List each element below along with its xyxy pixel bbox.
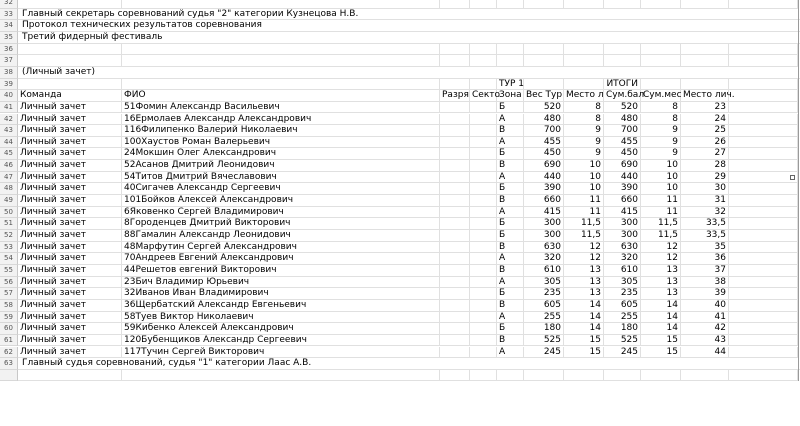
- cell-sum-points[interactable]: 300: [604, 218, 641, 230]
- row-number-header[interactable]: 35: [0, 32, 18, 44]
- cell-sum-places[interactable]: 9: [641, 125, 681, 137]
- group-header-totals[interactable]: ИТОГИ: [604, 79, 641, 91]
- row-number-header[interactable]: 41: [0, 102, 18, 114]
- cell-place-personal[interactable]: 31: [681, 195, 729, 207]
- cell-weight[interactable]: 700: [524, 125, 564, 137]
- cell-zone[interactable]: В: [497, 335, 524, 347]
- row-number-header[interactable]: 48: [0, 183, 18, 195]
- cell-place-personal[interactable]: 38: [681, 277, 729, 289]
- column-header-sum-places[interactable]: Сум.мес: [643, 90, 682, 101]
- cell-place-personal[interactable]: 26: [681, 137, 729, 149]
- cell-place[interactable]: 15: [564, 347, 604, 359]
- cell-fio[interactable]: 101Бойков Алексей Александрович: [122, 195, 440, 207]
- cell-fio[interactable]: 32Иванов Иван Владимирович: [122, 288, 440, 300]
- cell-sum-places[interactable]: 15: [641, 347, 681, 359]
- cell-zone[interactable]: Б: [497, 218, 524, 230]
- cell-fio[interactable]: 23Бич Владимир Юрьевич: [122, 277, 440, 289]
- cell-sum-points[interactable]: 245: [604, 347, 641, 359]
- cell-weight[interactable]: 300: [524, 230, 564, 242]
- cell-place-personal[interactable]: 35: [681, 242, 729, 254]
- cell-sum-points[interactable]: 690: [604, 160, 641, 172]
- cell-place[interactable]: 10: [564, 160, 604, 172]
- cell-place[interactable]: 11,5: [564, 230, 604, 242]
- cell-fio[interactable]: 44Решетов евгений Викторович: [122, 265, 440, 277]
- cell-weight[interactable]: 520: [524, 102, 564, 114]
- row-number-header[interactable]: 42: [0, 114, 18, 126]
- cell-weight[interactable]: 480: [524, 114, 564, 126]
- row-number-header[interactable]: 59: [0, 312, 18, 324]
- cell-sum-points[interactable]: 610: [604, 265, 641, 277]
- cell-sum-points[interactable]: 415: [604, 207, 641, 219]
- fill-handle[interactable]: [790, 175, 795, 180]
- cell-team[interactable]: Личный зачет: [18, 323, 122, 335]
- cell-team[interactable]: Личный зачет: [18, 172, 122, 184]
- row-number-header[interactable]: 60: [0, 323, 18, 335]
- cell-weight[interactable]: 440: [524, 172, 564, 184]
- cell-team[interactable]: Личный зачет: [18, 125, 122, 137]
- cell-sum-points[interactable]: 305: [604, 277, 641, 289]
- cell-sum-places[interactable]: 11: [641, 207, 681, 219]
- cell-team[interactable]: Личный зачет: [18, 265, 122, 277]
- column-header-weight[interactable]: Вес Тур: [526, 90, 563, 101]
- cell-team[interactable]: Личный зачет: [18, 335, 122, 347]
- row-number-header[interactable]: 36: [0, 44, 18, 56]
- row-number-header[interactable]: 47: [0, 172, 18, 184]
- cell-place[interactable]: 11: [564, 195, 604, 207]
- cell-sum-points[interactable]: 180: [604, 323, 641, 335]
- group-header-tour[interactable]: ТУР 1: [499, 78, 524, 89]
- cell-place-personal[interactable]: 33,5: [681, 218, 729, 230]
- cell-place-personal[interactable]: 28: [681, 160, 729, 172]
- row-number-header[interactable]: 49: [0, 195, 18, 207]
- cell-place[interactable]: 11,5: [564, 218, 604, 230]
- cell-place[interactable]: 10: [564, 183, 604, 195]
- column-header-fio[interactable]: ФИО: [122, 90, 440, 102]
- cell-sum-points[interactable]: 605: [604, 300, 641, 312]
- individual-standing-label: (Личный зачет): [22, 66, 96, 77]
- cell-place[interactable]: 14: [564, 323, 604, 335]
- cell-team[interactable]: Личный зачет: [18, 218, 122, 230]
- row-number-header[interactable]: 39: [0, 79, 18, 91]
- cell-team[interactable]: Личный зачет: [18, 114, 122, 126]
- cell-weight[interactable]: 610: [524, 265, 564, 277]
- cell-team[interactable]: Личный зачет: [18, 242, 122, 254]
- column-header-rank[interactable]: Разря: [442, 90, 469, 101]
- cell-weight[interactable]: 660: [524, 195, 564, 207]
- cell-zone[interactable]: В: [497, 160, 524, 172]
- cell-sum-places[interactable]: 14: [641, 300, 681, 312]
- cell-place-personal[interactable]: 25: [681, 125, 729, 137]
- cell-sum-points[interactable]: 300: [604, 230, 641, 242]
- cell-fio[interactable]: 36Щербатский Александр Евгеньевич: [122, 300, 440, 312]
- row-number-header[interactable]: 61: [0, 335, 18, 347]
- row-number-header[interactable]: 57: [0, 288, 18, 300]
- cell-weight[interactable]: 415: [524, 207, 564, 219]
- cell-zone[interactable]: Б: [497, 148, 524, 160]
- cell-sum-places[interactable]: 8: [641, 114, 681, 126]
- cell-team[interactable]: Личный зачет: [18, 102, 122, 114]
- cell-sum-points[interactable]: 235: [604, 288, 641, 300]
- cell-zone[interactable]: А: [497, 253, 524, 265]
- cell-fio[interactable]: 88Гамалин Александр Леонидович: [122, 230, 440, 242]
- column-header-sum-points[interactable]: Сум.бал: [606, 90, 645, 101]
- cell-sum-points[interactable]: 320: [604, 253, 641, 265]
- cell-sum-points[interactable]: 525: [604, 335, 641, 347]
- row-number-header[interactable]: 52: [0, 230, 18, 242]
- cell-weight[interactable]: 455: [524, 137, 564, 149]
- cell-fio[interactable]: 59Кибенко Алексей Александрович: [122, 323, 440, 335]
- cell-place[interactable]: 13: [564, 288, 604, 300]
- cell-team[interactable]: Личный зачет: [18, 207, 122, 219]
- cell-fio[interactable]: 16Ермолаев Александр Александрович: [122, 114, 440, 126]
- sheet-right-border: [18, 0, 799, 381]
- cell-place[interactable]: 15: [564, 335, 604, 347]
- cell-place-personal[interactable]: 27: [681, 148, 729, 160]
- row-number-header[interactable]: 43: [0, 125, 18, 137]
- cell-fio[interactable]: 70Андреев Евгений Александрович: [122, 253, 440, 265]
- cell-place-personal[interactable]: 36: [681, 253, 729, 265]
- row-number-header[interactable]: 63: [0, 358, 18, 370]
- cell-weight[interactable]: 235: [524, 288, 564, 300]
- cell-weight[interactable]: 300: [524, 218, 564, 230]
- cell-place-personal[interactable]: 37: [681, 265, 729, 277]
- cell-place-personal[interactable]: 33,5: [681, 230, 729, 242]
- cell-zone[interactable]: Б: [497, 230, 524, 242]
- cell-fio[interactable]: 54Титов Дмитрий Вячеславович: [122, 172, 440, 184]
- cell-place-personal[interactable]: 29: [681, 172, 729, 184]
- row-number-header[interactable]: 37: [0, 55, 18, 67]
- row-number-header[interactable]: 55: [0, 265, 18, 277]
- cell-place-personal[interactable]: 39: [681, 288, 729, 300]
- cell-zone[interactable]: А: [497, 207, 524, 219]
- row-number-header[interactable]: 58: [0, 300, 18, 312]
- cell-zone[interactable]: А: [497, 347, 524, 359]
- cell-sum-places[interactable]: 14: [641, 323, 681, 335]
- cell-weight[interactable]: 305: [524, 277, 564, 289]
- cell-place-personal[interactable]: 24: [681, 114, 729, 126]
- cell-team[interactable]: Личный зачет: [18, 195, 122, 207]
- cell-place[interactable]: 14: [564, 300, 604, 312]
- row-number-header[interactable]: 46: [0, 160, 18, 172]
- cell-sum-points[interactable]: 255: [604, 312, 641, 324]
- row-number-header[interactable]: 51: [0, 218, 18, 230]
- row-number-header[interactable]: 34: [0, 20, 18, 32]
- cell-sum-points[interactable]: 390: [604, 183, 641, 195]
- row-number-header[interactable]: 38: [0, 67, 18, 79]
- cell-zone[interactable]: В: [497, 242, 524, 254]
- cell-place-personal[interactable]: 44: [681, 347, 729, 359]
- cell-zone[interactable]: Б: [497, 183, 524, 195]
- cell-sum-points[interactable]: 455: [604, 137, 641, 149]
- cell-sum-points[interactable]: 450: [604, 148, 641, 160]
- cell-sum-places[interactable]: 13: [641, 277, 681, 289]
- cell-fio[interactable]: 51Фомин Александр Васильевич: [122, 102, 440, 114]
- cell-weight[interactable]: 525: [524, 335, 564, 347]
- cell-fio[interactable]: 8Городенцев Дмитрий Викторович: [122, 218, 440, 230]
- cell-team[interactable]: Личный зачет: [18, 300, 122, 312]
- cell-weight[interactable]: 245: [524, 347, 564, 359]
- chief-judge-line: Главный судья соревнований, судья "1" категории Лаас А.В.: [22, 358, 312, 369]
- cell-place-personal[interactable]: 23: [681, 102, 729, 114]
- row-number-header[interactable]: [0, 370, 18, 382]
- cell-place[interactable]: 11: [564, 207, 604, 219]
- cell-place-personal[interactable]: 32: [681, 207, 729, 219]
- cell-sum-points[interactable]: 660: [604, 195, 641, 207]
- cell-place-personal[interactable]: 41: [681, 312, 729, 324]
- cell-fio[interactable]: 117Тучин Сергей Викторович: [122, 347, 440, 359]
- cell-team[interactable]: Личный зачет: [18, 160, 122, 172]
- column-header-zone[interactable]: Зона: [497, 90, 524, 102]
- cell-place-personal[interactable]: 30: [681, 183, 729, 195]
- cell-fio[interactable]: 100Хаустов Роман Валерьевич: [122, 137, 440, 149]
- row-number-header[interactable]: 56: [0, 277, 18, 289]
- cell-sum-places[interactable]: 11,5: [641, 218, 681, 230]
- cell-sum-places[interactable]: 10: [641, 183, 681, 195]
- column-header-place[interactable]: Место л: [566, 90, 604, 101]
- cell-team[interactable]: Личный зачет: [18, 253, 122, 265]
- cell-fio[interactable]: 24Мокшин Олег Александрович: [122, 148, 440, 160]
- cell-zone[interactable]: Б: [497, 323, 524, 335]
- cell-sum-places[interactable]: 9: [641, 148, 681, 160]
- cell-team[interactable]: Личный зачет: [18, 312, 122, 324]
- row-number-header[interactable]: 53: [0, 242, 18, 254]
- cell-fio[interactable]: 116Филипенко Валерий Николаевич: [122, 125, 440, 137]
- cell-sum-places[interactable]: 13: [641, 265, 681, 277]
- cell-zone[interactable]: А: [497, 312, 524, 324]
- cell-sum-places[interactable]: 11: [641, 195, 681, 207]
- cell-sum-places[interactable]: 12: [641, 253, 681, 265]
- cell-place[interactable]: 8: [564, 114, 604, 126]
- cell-team[interactable]: Личный зачет: [18, 230, 122, 242]
- row-number-header[interactable]: 40: [0, 90, 18, 102]
- row-number-header[interactable]: 44: [0, 137, 18, 149]
- cell-zone[interactable]: Б: [497, 102, 524, 114]
- row-number-header[interactable]: 33: [0, 9, 18, 21]
- cell-zone[interactable]: А: [497, 172, 524, 184]
- cell-sum-places[interactable]: 15: [641, 335, 681, 347]
- cell-place-personal[interactable]: 43: [681, 335, 729, 347]
- cell-place[interactable]: 14: [564, 312, 604, 324]
- cell-place[interactable]: 13: [564, 265, 604, 277]
- cell-place[interactable]: 9: [564, 125, 604, 137]
- cell-place[interactable]: 9: [564, 137, 604, 149]
- cell-zone[interactable]: А: [497, 277, 524, 289]
- cell-place[interactable]: 12: [564, 242, 604, 254]
- cell-sum-places[interactable]: 13: [641, 288, 681, 300]
- cell-team[interactable]: Личный зачет: [18, 288, 122, 300]
- cell-sum-places[interactable]: 8: [641, 102, 681, 114]
- cell-team[interactable]: Личный зачет: [18, 277, 122, 289]
- cell-sum-places[interactable]: 14: [641, 312, 681, 324]
- cell-zone[interactable]: А: [497, 137, 524, 149]
- festival-name: Третий фидерный фестиваль: [22, 31, 163, 42]
- row-number-header[interactable]: 32: [0, 0, 18, 9]
- cell-zone[interactable]: Б: [497, 288, 524, 300]
- cell-place[interactable]: 10: [564, 172, 604, 184]
- cell-place[interactable]: 13: [564, 277, 604, 289]
- cell-zone[interactable]: В: [497, 125, 524, 137]
- cell-place-personal[interactable]: 42: [681, 323, 729, 335]
- cell-place[interactable]: 8: [564, 102, 604, 114]
- cell-zone[interactable]: В: [497, 265, 524, 277]
- cell-sum-places[interactable]: 10: [641, 160, 681, 172]
- cell-fio[interactable]: 120Бубенщиков Александр Сергеевич: [122, 335, 440, 347]
- cell-sum-points[interactable]: 480: [604, 114, 641, 126]
- cell-weight[interactable]: 605: [524, 300, 564, 312]
- cell-sum-points[interactable]: 520: [604, 102, 641, 114]
- cell-sum-points[interactable]: 630: [604, 242, 641, 254]
- cell-place-personal[interactable]: 40: [681, 300, 729, 312]
- cell-weight[interactable]: 630: [524, 242, 564, 254]
- cell-fio[interactable]: 58Туев Виктор Николаевич: [122, 312, 440, 324]
- cell-weight[interactable]: 390: [524, 183, 564, 195]
- row-number-header[interactable]: 62: [0, 347, 18, 359]
- cell-team[interactable]: Личный зачет: [18, 183, 122, 195]
- cell-sum-places[interactable]: 10: [641, 172, 681, 184]
- cell-sum-places[interactable]: 11,5: [641, 230, 681, 242]
- cell-fio[interactable]: 48Марфутин Сергей Александрович: [122, 242, 440, 254]
- cell-zone[interactable]: А: [497, 114, 524, 126]
- cell-weight[interactable]: 255: [524, 312, 564, 324]
- cell-place[interactable]: 9: [564, 148, 604, 160]
- cell-team[interactable]: Личный зачет: [18, 347, 122, 359]
- column-header-team[interactable]: Команда: [18, 90, 122, 102]
- cell-sum-points[interactable]: 440: [604, 172, 641, 184]
- column-header-sector[interactable]: Секто: [472, 90, 501, 101]
- protocol-title: Протокол технических результатов соревнования: [22, 20, 262, 31]
- cell-place[interactable]: 12: [564, 253, 604, 265]
- row-number-header[interactable]: 45: [0, 148, 18, 160]
- cell-sum-places[interactable]: 12: [641, 242, 681, 254]
- row-number-header[interactable]: 54: [0, 253, 18, 265]
- cell-weight[interactable]: 450: [524, 148, 564, 160]
- cell-fio[interactable]: 52Асанов Дмитрий Леонидович: [122, 160, 440, 172]
- chief-secretary-line: Главный секретарь соревнований судья "2" категории Кузнецова Н.В.: [22, 8, 359, 19]
- cell-weight[interactable]: 320: [524, 253, 564, 265]
- cell-zone[interactable]: В: [497, 195, 524, 207]
- cell-fio[interactable]: 6Яковенко Сергей Владимирович: [122, 207, 440, 219]
- cell-fio[interactable]: 40Сигачев Александр Сергеевич: [122, 183, 440, 195]
- cell-weight[interactable]: 180: [524, 323, 564, 335]
- column-header-place-personal[interactable]: Место лич.: [683, 90, 735, 101]
- cell-weight[interactable]: 690: [524, 160, 564, 172]
- row-number-header[interactable]: 50: [0, 207, 18, 219]
- cell-sum-places[interactable]: 9: [641, 137, 681, 149]
- cell-team[interactable]: Личный зачет: [18, 137, 122, 149]
- cell-team[interactable]: Личный зачет: [18, 148, 122, 160]
- cell-zone[interactable]: В: [497, 300, 524, 312]
- cell-sum-points[interactable]: 700: [604, 125, 641, 137]
